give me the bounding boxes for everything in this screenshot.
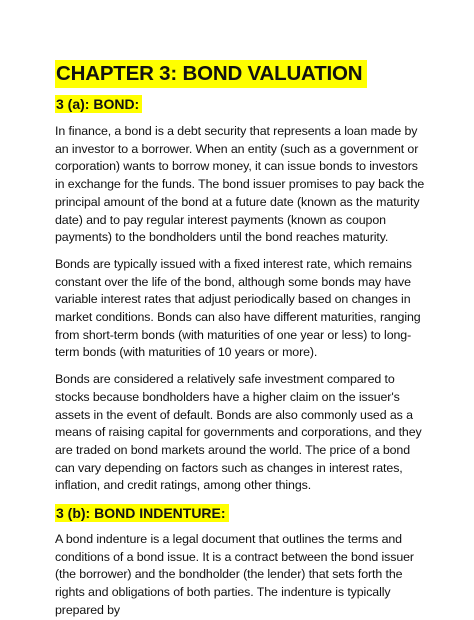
chapter-title: CHAPTER 3: BOND VALUATION	[55, 60, 367, 88]
paragraph-bond-safety: Bonds are considered a relatively safe investment compared to stocks because bondholders have a higher claim on the issuer's assets in the event of default. Bonds are also commonly used as a means of raising capital for governments and corporations, and they are traded on bond markets around the world. The price of a bond can vary depending on factors such as changes in interest rates, inflation, and credit ratings, among other things.	[55, 372, 422, 493]
paragraph-bond-interest-rates: Bonds are typically issued with a fixed interest rate, which remains constant over the life of the bond, although some bonds may have variable interest rates that adjust periodically based on changes in market conditions. Bonds can also have different maturities, ranging from short-term bonds (with maturities of one year or less) to long-term bonds (with maturities of 10 years or more).	[55, 256, 421, 360]
section-heading-row	[55, 95, 425, 114]
paragraph-bond-indenture: A bond indenture is a legal document that outlines the terms and conditions of a bond issue. It is a contract between the bond issuer (the borrower) and the bondholder (the lender) that sets forth the rights and obligations of both parties. The indenture is typically prepared by	[55, 532, 414, 617]
paragraph-bond-definition: In finance, a bond is a debt security that represents a loan made by an investor to a borrower. When an entity (such as a government or corporation) wants to borrow money, it can issue bonds to investors in exchange for the funds. The bond issuer promises to pay back the principal amount of the bond at a future date (known as the maturity date) and to pay regular interest payments (known as coupon payments) to the bondholders until the bond reaches maturity.	[55, 124, 425, 245]
chapter-title-row	[55, 60, 425, 88]
section-heading-row	[55, 504, 425, 523]
section-heading-bond-indenture: 3 (b): BOND INDENTURE:	[55, 504, 229, 522]
page-content	[55, 60, 425, 620]
section-heading-bond: 3 (a): BOND:	[55, 95, 142, 113]
